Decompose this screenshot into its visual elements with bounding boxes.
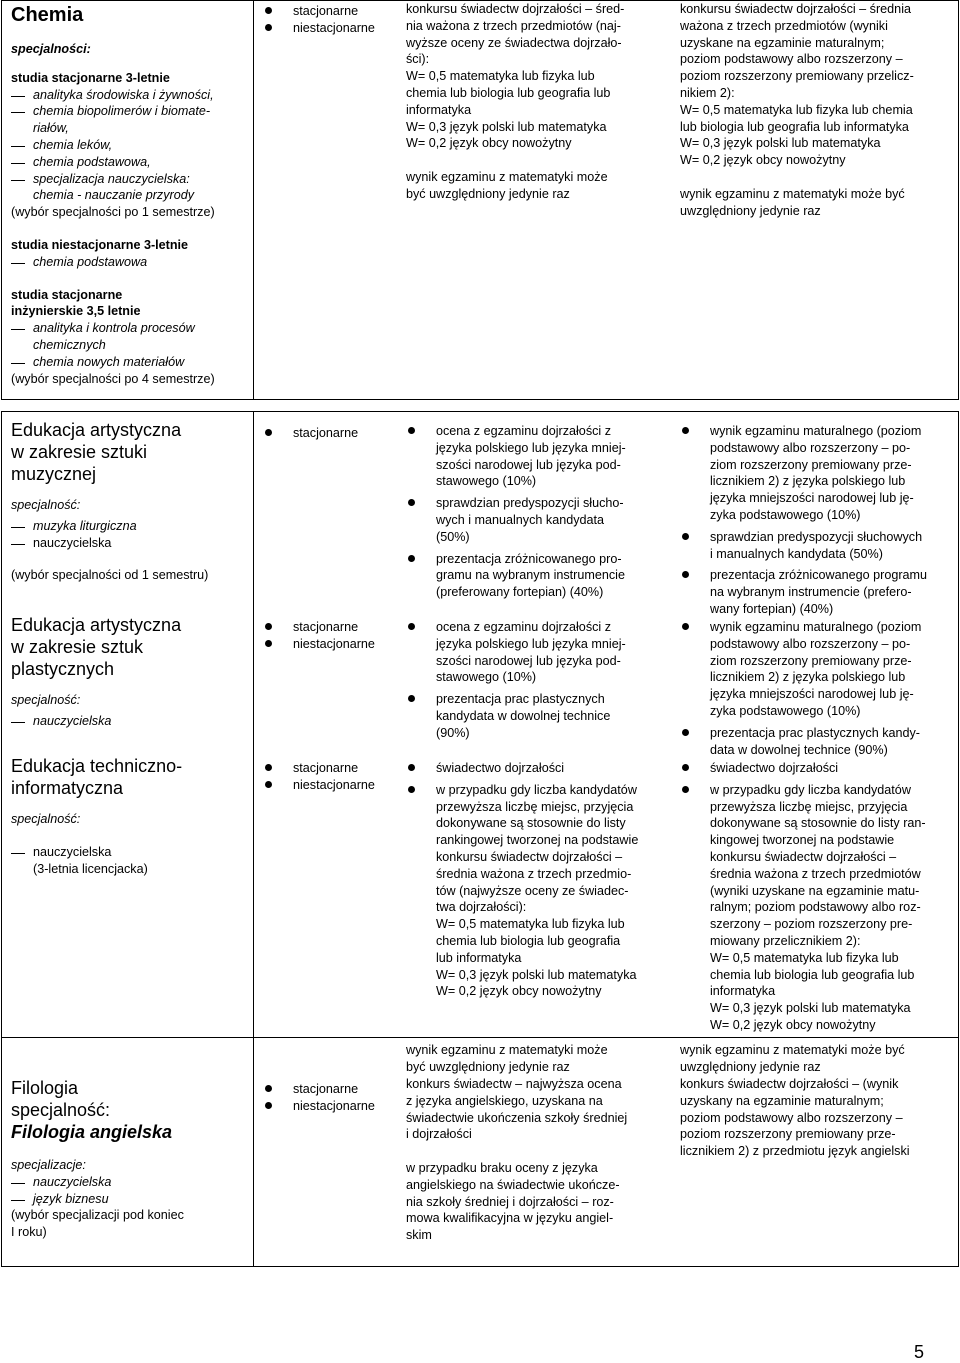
text-line: rankingowej tworzonej na podstawie [436, 833, 639, 848]
list-item: nauczycielska [11, 535, 251, 552]
criteria-item [680, 567, 927, 617]
text-line: licznikiem 2) z przedmiotu język angielski [680, 1144, 910, 1159]
text-line: informatyka [406, 102, 472, 117]
text-line: zyka podstawowego (10%) [710, 507, 861, 522]
text-line: W= 0,2 język obcy nowożytny [680, 153, 846, 168]
text-line: gramu na wybranym instrumencie [436, 568, 625, 583]
text-line: konkursu świadectw dojrzałości – [710, 849, 897, 864]
form-item: stacjonarne [263, 619, 375, 636]
title-line: plastycznych [11, 659, 115, 679]
text-line: szerzony – poziom rozszerzony pre- [710, 917, 913, 932]
list-item: studia stacjonarne [11, 287, 123, 302]
block3-forms [263, 1081, 375, 1115]
text-line: chemia lub biologia lub geografia lub [406, 85, 611, 100]
text-line: na wybranym instrumencie (prefero- [710, 585, 912, 600]
text-line: świadectwo dojrzałości [406, 760, 638, 777]
text-line: lub informatyka [436, 950, 522, 965]
list-item: analityka i kontrola procesów [11, 320, 249, 337]
form-item: niestacjonarne [263, 636, 375, 653]
sec1-col4 [680, 423, 927, 623]
title-line: w zakresie sztuk [11, 637, 144, 657]
text-line: poziom rozszerzony premiowany przelicz- [680, 69, 914, 84]
text-line: W= 0,2 język obcy nowożytny [406, 136, 572, 151]
criteria-item [680, 619, 921, 720]
text-line: W= 0,5 matematyka lub fizyka lub [436, 917, 625, 932]
text-line: świadectwo dojrzałości [680, 760, 926, 777]
spec-label: specjalność: [11, 498, 81, 512]
text-line [680, 169, 914, 186]
text-line: kingowej tworzonej na podstawie [710, 833, 895, 848]
text-line: ści): [406, 52, 430, 67]
text-line: chemia lub biologia lub geografia lub [710, 967, 915, 982]
text-line: języka mniejszości narodowej lub ję- [710, 687, 914, 702]
spec-label: specjalności: [11, 42, 91, 56]
list-item: chemia leków, [11, 137, 249, 154]
text-line: tów (najwyższe oceny ze świadec- [436, 883, 629, 898]
text-line: średnia ważona z trzech przedmio- [436, 866, 632, 881]
list-item: studia stacjonarne 3-letnie [11, 70, 170, 85]
block3-divider [253, 1037, 254, 1267]
text-line: W= 0,3 język polski lub matematyka [680, 136, 881, 151]
text-line: wynik egzaminu z matematyki może [406, 169, 608, 184]
text-line: sprawdzian predyspozycji słuchowych [680, 529, 927, 546]
criteria-item [406, 551, 626, 601]
text-line: języka polskiego lub języka mniej- [436, 636, 626, 651]
text-line: nia szkoły średniej i dojrzałości – roz- [406, 1194, 614, 1209]
text-line: w przypadku gdy liczba kandydatów [680, 782, 926, 799]
block1-divider [253, 0, 254, 400]
text-line: prezentacja zróżnicowanego programu [680, 567, 927, 584]
sec1-col1 [11, 419, 251, 584]
list-item: chemia podstawowa [11, 254, 249, 271]
text-line: kandydata w dowolnej technice [436, 708, 611, 723]
spacer [11, 551, 251, 567]
list-item: (wybór specjalności po 4 semestrze) [11, 371, 215, 386]
text-line: wych i manualnych kandydata [436, 512, 605, 527]
text-line: konkursu świadectw dojrzałości – śred- [406, 2, 625, 16]
block3-col4 [680, 1076, 910, 1160]
sec2-col3 [406, 619, 626, 747]
criteria-item [680, 782, 926, 1034]
text-line: podstawowy albo rozszerzony – po- [710, 636, 911, 651]
text-line: data w dowolnej technice (90%) [710, 742, 888, 757]
text-line: poziom podstawowy albo rozszerzony – [680, 52, 903, 67]
text-line: konkursu świadectw dojrzałości – [436, 849, 623, 864]
text-line: przewyższa liczbę miejsc, przyjęcia [710, 799, 908, 814]
sec2-col4 [680, 619, 921, 763]
title-line: w zakresie sztuki [11, 442, 148, 462]
text-line: stawowego (10%) [436, 670, 537, 685]
text-line: W= 0,3 język polski lub matematyka [710, 1001, 911, 1016]
text-line: licznikiem 2) z języka polskiego lub [710, 474, 906, 489]
form-item: niestacjonarne [263, 777, 375, 794]
criteria-item [680, 529, 927, 563]
criteria-item [680, 725, 921, 759]
sec3-col3 [406, 760, 638, 1005]
list-item: (3-letnia licencjacka) [33, 861, 148, 876]
page-number: 5 [913, 1342, 924, 1362]
list-item: język biznesu [11, 1191, 251, 1208]
text-line: ziom rozszerzony premiowany prze- [710, 653, 912, 668]
block1-forms [263, 3, 375, 37]
text-line: i dojrzałości [406, 1127, 472, 1142]
text-line: uzyskane na egzaminie maturalnym; [680, 35, 885, 50]
criteria-item [406, 495, 626, 545]
text-line: w przypadku gdy liczba kandydatów [406, 782, 638, 799]
filologia-items [11, 1174, 251, 1241]
sec3-forms [263, 760, 375, 794]
list-item: riałów, [33, 121, 69, 136]
sec2-forms [263, 619, 375, 653]
text-line: (preferowany fortepian) (40%) [436, 585, 604, 600]
block3-col4-top [680, 1042, 905, 1076]
text-line: świadectwie ukończenia szkoły średniej [406, 1110, 628, 1125]
text-line: W= 0,3 język polski lub matematyka [436, 967, 637, 982]
sec2-col1 [11, 614, 251, 730]
text-line: W= 0,2 język obcy nowożytny [710, 1017, 876, 1032]
text-line: miowany przelicznikiem 2): [710, 933, 861, 948]
text-line: (50%) [436, 529, 470, 544]
text-line: podstawowy albo rozszerzony – po- [710, 440, 911, 455]
list-item: nauczycielska [11, 1174, 251, 1191]
sec3-col1 [11, 755, 251, 877]
text-line: licznikiem 2) z języka polskiego lub [710, 670, 906, 685]
spacer [11, 271, 249, 287]
list-item: chemia nowych materiałów [11, 354, 249, 371]
text-line: chemia lub biologia lub geografia [436, 933, 621, 948]
spec-label: specjalność: [11, 812, 81, 826]
text-line: prezentacja zróżnicowanego pro- [406, 551, 626, 568]
list-item: I roku) [11, 1225, 47, 1240]
text-line: skim [406, 1228, 432, 1243]
list-item: chemia podstawowa, [11, 154, 249, 171]
text-line: średnia ważona z trzech przedmiotów [710, 866, 921, 881]
text-line: języka polskiego lub języka mniej- [436, 440, 626, 455]
list-item: (wybór specjalności od 1 semestru) [11, 568, 209, 583]
text-line: lub biologia lub geografia lub informatyka [680, 119, 909, 134]
list-item: chemicznych [33, 337, 106, 352]
text-line: mowa kwalifikacyjna w języku angiel- [406, 1211, 614, 1226]
sec3-items [11, 844, 251, 878]
text-line: nia ważona z trzech przedmiotów (naj- [406, 18, 621, 33]
sec2-items [11, 713, 251, 730]
text-line: szości narodowej lub języka pod- [436, 653, 621, 668]
text-line: wynik egzaminu z matematyki może być [680, 186, 905, 201]
text-line: dokonywane są stosownie do listy ran- [710, 816, 926, 831]
sec1-items [11, 518, 251, 584]
kierunek-filologia: Filologia [11, 1078, 79, 1098]
form-item: stacjonarne [263, 3, 375, 20]
text-line: nikiem 2): [680, 85, 735, 100]
list-item: (wybór specjalności po 1 semestrze) [11, 205, 215, 220]
title-line: Edukacja techniczno- [11, 756, 183, 776]
text-line: ocena z egzaminu dojrzałości z [406, 423, 626, 440]
list-item: inżynierskie 3,5 letnie [11, 304, 141, 319]
form-item: stacjonarne [263, 760, 375, 777]
text-line: (wyniki uzyskane na egzaminie matu- [710, 883, 920, 898]
spacer [11, 221, 249, 237]
form-item: niestacjonarne [263, 20, 375, 37]
title-line: informatyczna [11, 778, 124, 798]
text-line: uzyskany na egzaminie maturalnym; [680, 1093, 884, 1108]
text-line: szości narodowej lub języka pod- [436, 457, 621, 472]
text-line: (90%) [436, 725, 470, 740]
text-line: ważona z trzech przedmiotów (wyniki [680, 18, 888, 33]
block1-col3 [406, 1, 624, 203]
list-item: analityka środowiska i żywności, [11, 87, 249, 104]
criteria-item [406, 691, 626, 741]
sec1-forms [263, 425, 358, 442]
text-line: W= 0,3 język polski lub matematyka [406, 119, 607, 134]
text-line: konkursu świadectw dojrzałości – średnia [680, 2, 911, 16]
text-line: W= 0,5 matematyka lub fizyka lub [406, 69, 595, 84]
text-line: W= 0,5 matematyka lub fizyka lub chemia [680, 102, 913, 117]
list-item: nauczycielska [11, 713, 251, 730]
block1-col4 [680, 1, 914, 219]
text-line: być uwzględniony jedynie raz [406, 1059, 570, 1074]
text-line: poziom rozszerzony premiowany prze- [680, 1127, 896, 1142]
text-line: W= 0,2 język obcy nowożytny [436, 984, 602, 999]
text-line: prezentacja prac plastycznych kandy- [680, 725, 921, 742]
text-line: wynik egzaminu maturalnego (poziom [680, 423, 927, 440]
text-line: informatyka [710, 984, 776, 999]
list-item: specjalizacja nauczycielska: [11, 171, 249, 188]
spec-label: specjalność: [11, 693, 81, 707]
text-line [406, 1143, 627, 1160]
sec2-title [11, 614, 251, 680]
list-item: (wybór specjalizacji pod koniec [11, 1208, 184, 1223]
text-line: wyższe oceny ze świadectwa dojrzało- [406, 35, 622, 50]
list-item: studia niestacjonarne 3-letnie [11, 237, 189, 252]
text-line [406, 152, 624, 169]
text-line: z języka angielskiego, uzyskana na [406, 1093, 603, 1108]
text-line: konkurs świadectw dojrzałości – (wynik [680, 1077, 899, 1091]
specializations-label: specjalizacje: [11, 1158, 86, 1172]
title-line: muzycznej [11, 464, 97, 484]
text-line: języka mniejszości narodowej lub ję- [710, 491, 914, 506]
text-line: wynik egzaminu maturalnego (poziom [680, 619, 921, 636]
text-line: ralnym; poziom podstawowy albo roz- [710, 900, 921, 915]
criteria-item [680, 423, 927, 524]
text-line: twa dojrzałości): [436, 900, 527, 915]
text-line: sprawdzian predyspozycji słucho- [406, 495, 626, 512]
text-line: uwzględniony jedynie raz [680, 203, 821, 218]
criteria-item [680, 760, 926, 777]
text-line: być uwzględniony jedynie raz [406, 186, 570, 201]
text-line: ocena z egzaminu dojrzałości z [406, 619, 626, 636]
list-item: muzyka liturgiczna [11, 518, 251, 535]
text-line: i manualnych kandydata (50%) [710, 546, 883, 561]
sec3-title [11, 755, 251, 799]
list-item: chemia - nauczanie przyrody [33, 188, 194, 203]
text-line: stawowego (10%) [436, 474, 537, 489]
criteria-item [406, 423, 626, 490]
title-line: Edukacja artystyczna [11, 615, 182, 635]
title-line: Edukacja artystyczna [11, 420, 182, 440]
text-line: wynik egzaminu z matematyki może [406, 1043, 608, 1057]
block3-col3 [406, 1076, 627, 1244]
text-line: angielskiego na świadectwie ukończe- [406, 1177, 620, 1192]
block2-divider [253, 411, 254, 1038]
sec3-col4 [680, 760, 926, 1039]
text-line: w przypadku braku oceny z języka [406, 1160, 598, 1175]
text-line: uwzględniony jedynie raz [680, 1059, 821, 1074]
block3-col3-top [406, 1042, 608, 1076]
form-item: stacjonarne [263, 425, 358, 442]
criteria-item [406, 782, 638, 1000]
text-line: zyka podstawowego (10%) [710, 703, 861, 718]
chemia-specialisations [11, 70, 249, 388]
text-line: konkurs świadectw – najwyższa ocena [406, 1077, 622, 1091]
spec-value: Filologia angielska [11, 1122, 173, 1142]
spec-label: specjalność: [11, 1100, 111, 1120]
form-item: stacjonarne [263, 1081, 375, 1098]
criteria-item [406, 619, 626, 686]
list-item: nauczycielska [11, 844, 251, 861]
text-line: poziom podstawowy albo rozszerzony – [680, 1110, 903, 1125]
list-item: chemia biopolimerów i biomate- [11, 103, 249, 120]
text-line: ziom rozszerzony premiowany prze- [710, 457, 912, 472]
block1-col1 [11, 4, 249, 387]
text-line: W= 0,5 matematyka lub fizyka lub [710, 950, 899, 965]
sec1-col3 [406, 423, 626, 606]
form-item: niestacjonarne [263, 1098, 375, 1115]
text-line: prezentacja prac plastycznych [406, 691, 626, 708]
text-line: dokonywane są stosownie do listy [436, 816, 626, 831]
sec1-title [11, 419, 251, 485]
text-line: przewyższa liczbę miejsc, przyjęcia [436, 799, 634, 814]
criteria-item [406, 760, 638, 777]
text-line: wynik egzaminu z matematyki może być [680, 1043, 905, 1057]
text-line: wany fortepian) (40%) [710, 601, 834, 616]
block3-col1 [11, 1077, 251, 1241]
kierunek-chemia: Chemia [11, 4, 84, 26]
